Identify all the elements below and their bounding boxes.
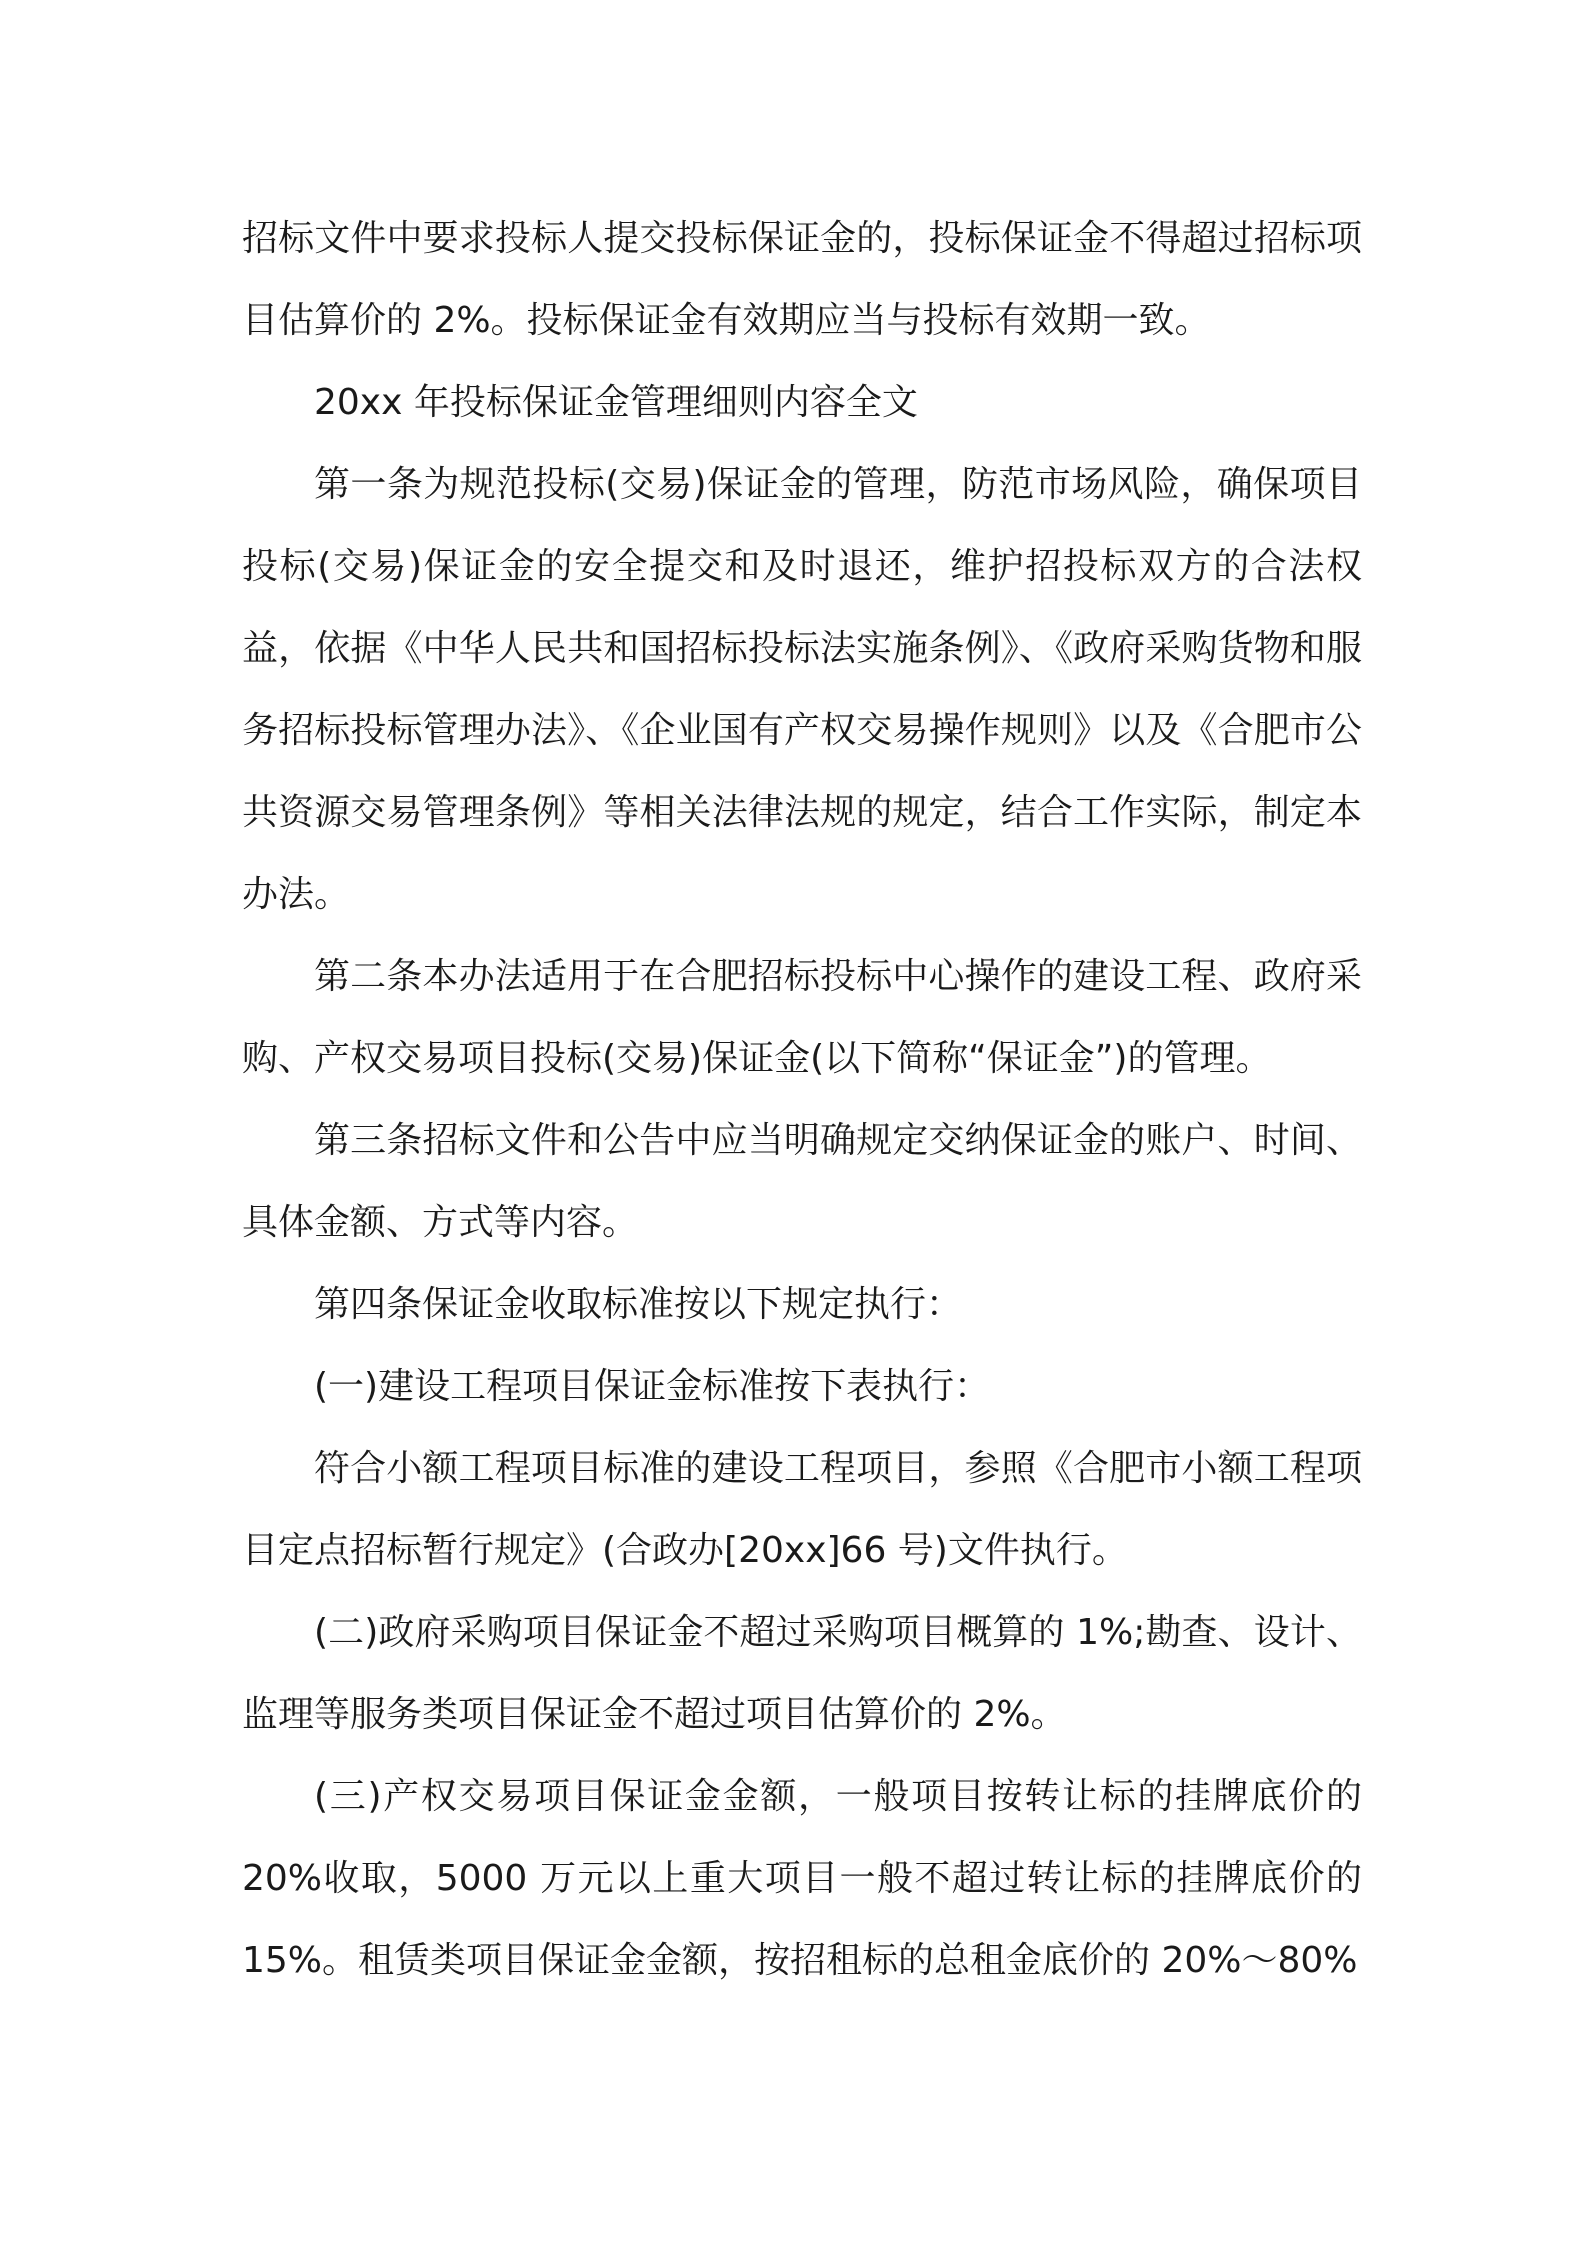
document-body (242, 198, 1362, 2002)
paragraph-article-4: 第四条保证金收取标准按以下规定执行： (314, 1284, 963, 1325)
paragraph-bid-bond-limit: 招标文件中要求投标人提交投标保证金的，投标保证金不得超过招标项目估算价的 2%。投标保证金有效期应当与投标有效期一致。 (242, 218, 1362, 341)
paragraph-article-1: 第一条为规范投标(交易)保证金的管理，防范市场风险，确保项目投标(交易)保证金的安全提交和及时退还，维护招投标双方的合法权益，依据《中华人民共和国招标投标法实施条例》、《政府采购货物和服务招标投标管理办法》、《企业国有产权交易操作规则》以及《合肥市公共资源交易管理条例》等相关法律法规的规定，结合工作实际，制定本办法。 (242, 464, 1362, 915)
paragraph-item-3: (三)产权交易项目保证金金额，一般项目按转让标的挂牌底价的 20%收取，5000 万元以上重大项目一般不超过转让标的挂牌底价的 15%。租赁类项目保证金金额，按招租标的总租金底价的 20%～80% (242, 1776, 1362, 1981)
paragraph-article-3: 第三条招标文件和公告中应当明确规定交纳保证金的账户、时间、具体金额、方式等内容。 (242, 1120, 1362, 1243)
paragraph-small-project: 符合小额工程项目标准的建设工程项目，参照《合肥市小额工程项目定点招标暂行规定》(合政办[20xx]66 号)文件执行。 (242, 1448, 1362, 1571)
paragraph-item-2: (二)政府采购项目保证金不超过采购项目概算的 1%;勘查、设计、监理等服务类项目保证金不超过项目估算价的 2%。 (242, 1612, 1362, 1735)
paragraph-title: 20xx 年投标保证金管理细则内容全文 (314, 382, 918, 423)
paragraph-article-2: 第二条本办法适用于在合肥招标投标中心操作的建设工程、政府采购、产权交易项目投标(交易)保证金(以下简称“保证金”)的管理。 (242, 956, 1362, 1079)
paragraph-item-1: (一)建设工程项目保证金标准按下表执行： (314, 1366, 991, 1407)
